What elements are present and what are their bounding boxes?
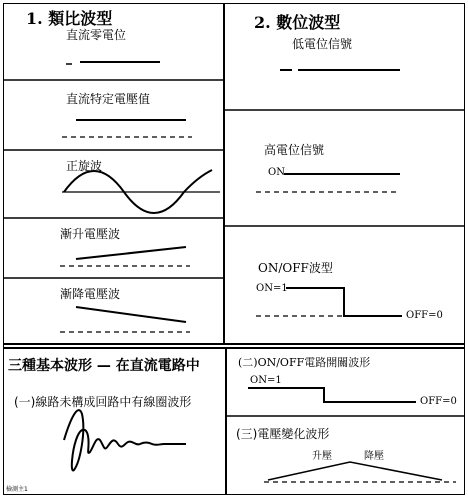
- switch-off-label: OFF=0: [420, 396, 457, 407]
- coil-label: (一)線路未構成回路中有線圈波形: [14, 395, 192, 409]
- onoff-label: ON/OFF波型: [258, 261, 333, 275]
- sine-label: 正旋波: [66, 159, 103, 173]
- onoff-off-label: OFF=0: [406, 310, 443, 321]
- dc-voltage-label: 直流特定電壓值: [66, 92, 151, 106]
- switch-wave: [248, 388, 416, 402]
- fall-label: 降壓: [364, 451, 384, 462]
- switch-on-label: ON=1: [250, 375, 282, 386]
- analog-title: 1. 類比波型: [26, 9, 113, 28]
- voltage-change-wave: [264, 462, 456, 482]
- rise-label: 升壓: [312, 451, 332, 462]
- coil-wave: [64, 410, 186, 470]
- dc-voltage-wave: [62, 120, 192, 137]
- dc-zero-wave: [66, 62, 160, 64]
- low-signal-label: 低電位信號: [292, 37, 353, 51]
- sine-wave: [62, 170, 220, 213]
- ramp-up-wave: [60, 247, 190, 266]
- switch-title: (二)ON/OFF電路開關波形: [238, 356, 371, 369]
- ramp-up-label: 漸升電壓波: [60, 227, 121, 241]
- ramp-down-label: 漸降電壓波: [60, 287, 121, 301]
- digital-title: 2. 數位波型: [254, 13, 341, 32]
- dc-zero-label: 直流零電位: [66, 28, 127, 42]
- panel-borders: [4, 4, 464, 494]
- basic-title: 三種基本波形 — 在直流電路中: [8, 358, 200, 374]
- footer-note: 檢測主1: [6, 486, 28, 493]
- voltage-change-title: (三)電壓變化波形: [236, 427, 330, 441]
- high-signal-label: 高電位信號: [264, 143, 325, 157]
- ramp-down-wave: [60, 307, 190, 332]
- high-on-label: ON: [268, 167, 285, 178]
- onoff-on-label: ON=1: [256, 283, 288, 294]
